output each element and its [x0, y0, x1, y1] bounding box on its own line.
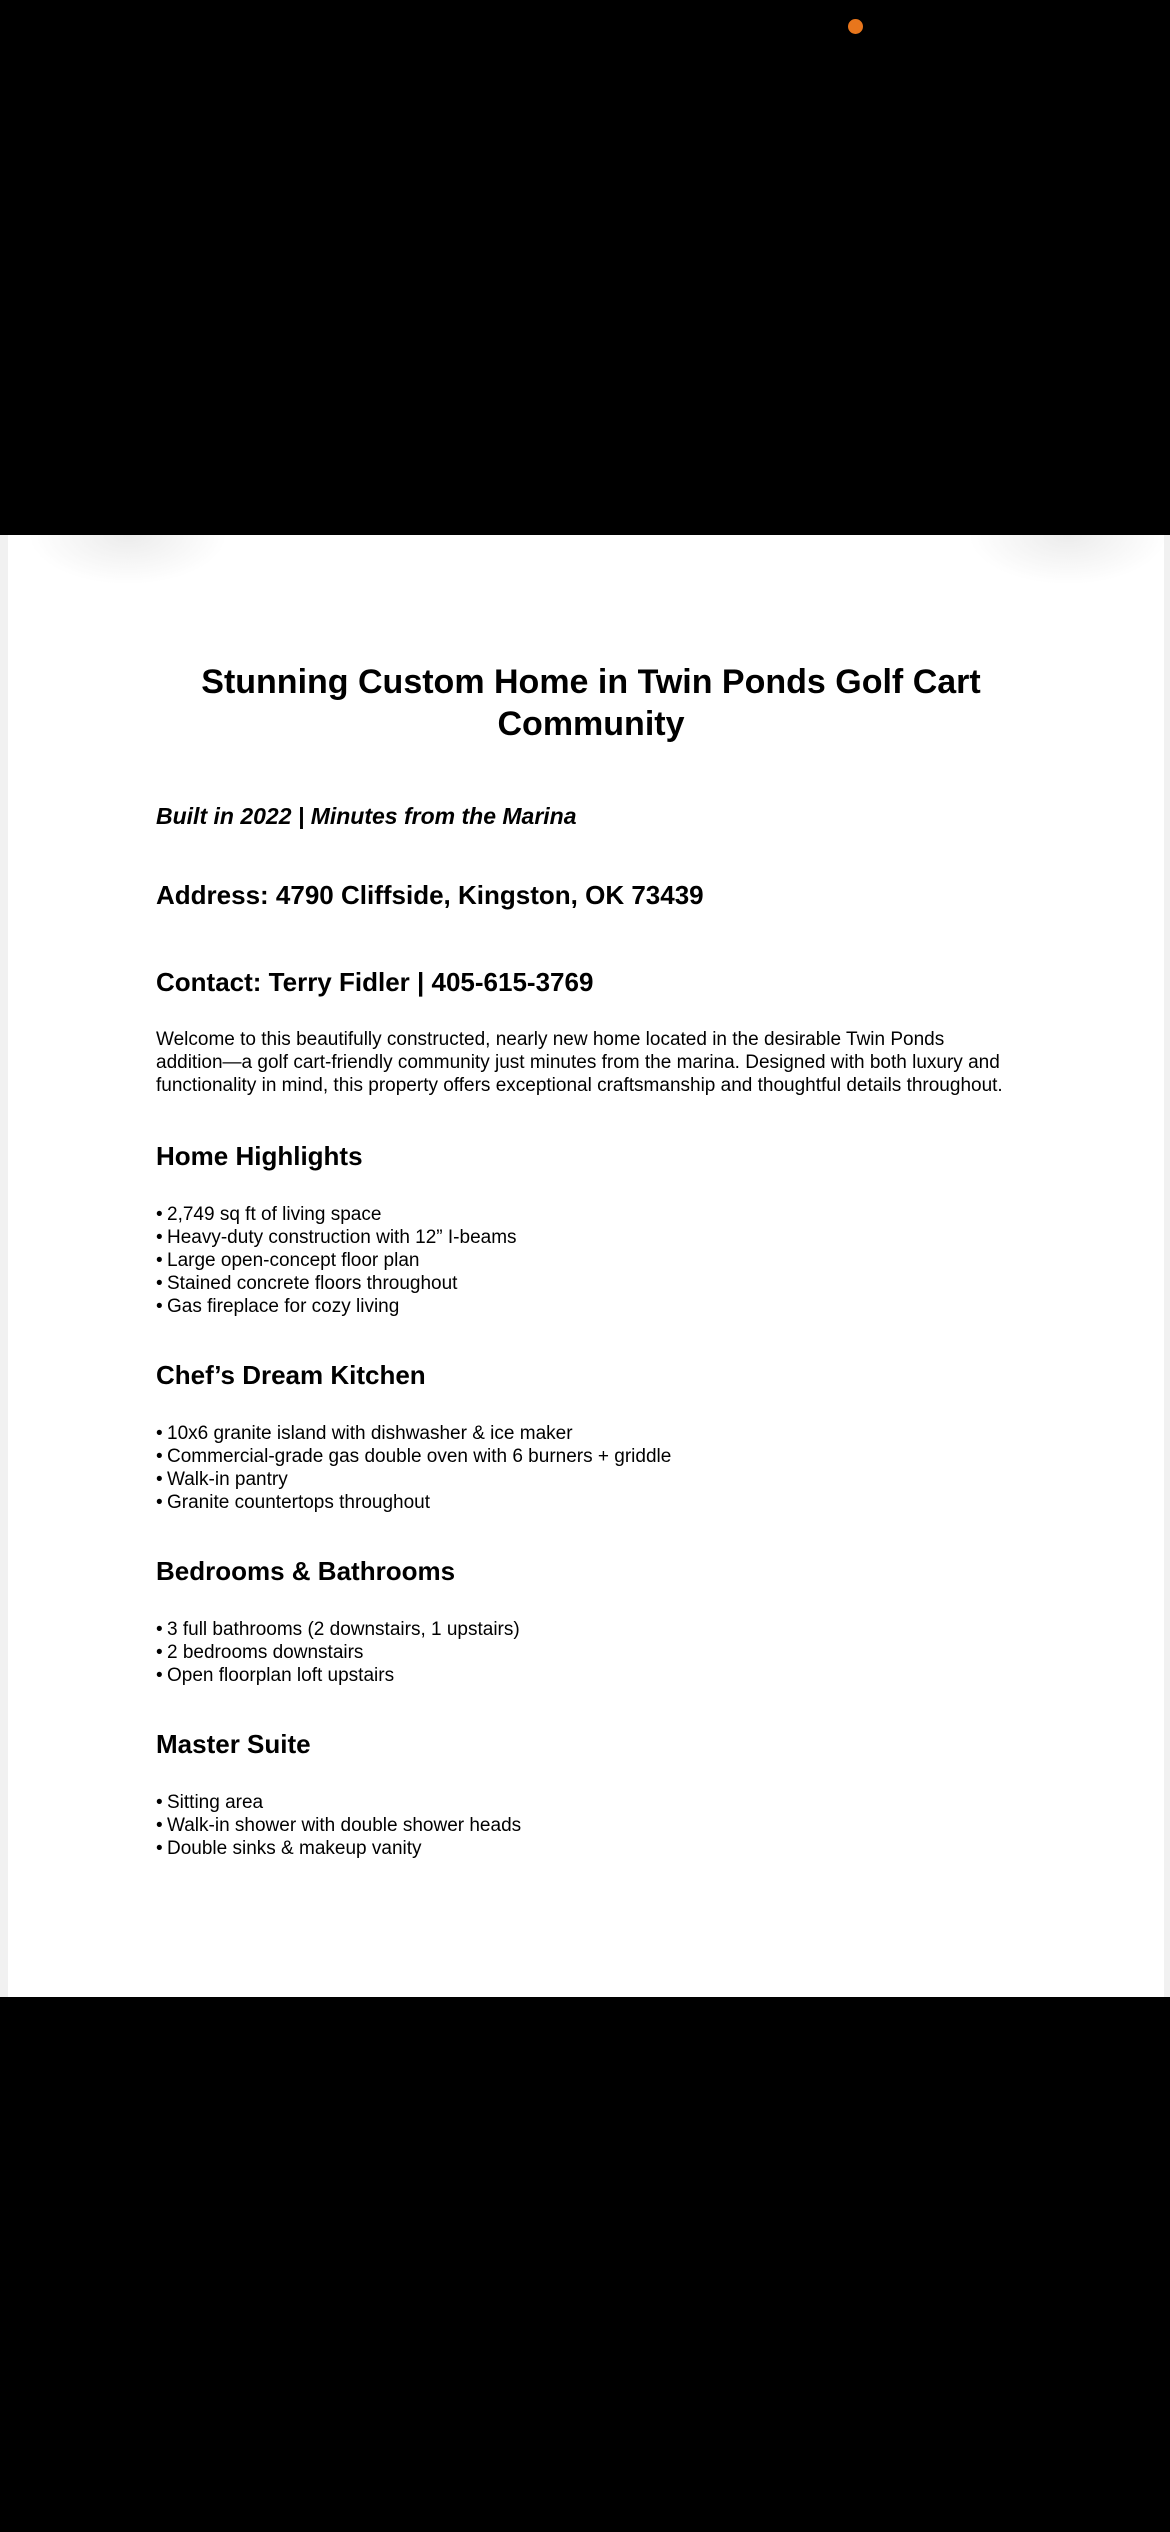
section-heading-home-highlights: Home Highlights	[156, 1141, 363, 1171]
section-heading-kitchen: Chef’s Dream Kitchen	[156, 1360, 426, 1390]
bedrooms-bathrooms-list	[156, 1618, 520, 1687]
list-item: • Double sinks & makeup vanity	[156, 1837, 521, 1860]
document-viewer[interactable]	[0, 535, 1170, 1997]
list-item: • Granite countertops throughout	[156, 1491, 671, 1514]
list-item: • Sitting area	[156, 1791, 521, 1814]
document-subtitle: Built in 2022 | Minutes from the Marina	[156, 803, 577, 829]
kitchen-list	[156, 1422, 671, 1514]
list-item: • Heavy-duty construction with 12” I-beams	[156, 1226, 517, 1249]
section-heading-master-suite: Master Suite	[156, 1729, 311, 1759]
list-item: • 10x6 granite island with dishwasher & ice maker	[156, 1422, 671, 1445]
contact-line: Contact: Terry Fidler | 405-615-3769	[156, 967, 594, 997]
intro-paragraph: Welcome to this beautifully constructed, nearly new home located in the desirable Twin Ponds addition—a golf cart-friendly community just minutes from the marina. Designed with both luxury and functionality in mind, this property offers exceptional craftsmanship and thoughtful details throughout.	[156, 1029, 1003, 1096]
list-item: • Walk-in pantry	[156, 1468, 671, 1491]
list-item: • 2 bedrooms downstairs	[156, 1641, 520, 1664]
address-line: Address: 4790 Cliffside, Kingston, OK 73439	[156, 880, 704, 910]
list-item: • Gas fireplace for cozy living	[156, 1295, 517, 1318]
home-highlights-list	[156, 1203, 517, 1318]
document-title: Stunning Custom Home in Twin Ponds Golf Cart Community	[201, 663, 981, 743]
list-item: • Walk-in shower with double shower heads	[156, 1814, 521, 1837]
list-item: • Open floorplan loft upstairs	[156, 1664, 520, 1687]
list-item: • Stained concrete floors throughout	[156, 1272, 517, 1295]
section-heading-bedrooms-bathrooms: Bedrooms & Bathrooms	[156, 1556, 456, 1586]
list-item: • 2,749 sq ft of living space	[156, 1203, 517, 1226]
list-item: • 3 full bathrooms (2 downstairs, 1 upstairs)	[156, 1618, 520, 1641]
document-page	[8, 535, 1164, 1997]
status-indicator-dot	[848, 19, 863, 34]
page-shadow-right	[968, 535, 1168, 585]
list-item: • Large open-concept floor plan	[156, 1249, 517, 1272]
list-item: • Commercial-grade gas double oven with 6 burners + griddle	[156, 1445, 671, 1468]
master-suite-list	[156, 1791, 521, 1860]
page-shadow-left	[28, 535, 228, 585]
